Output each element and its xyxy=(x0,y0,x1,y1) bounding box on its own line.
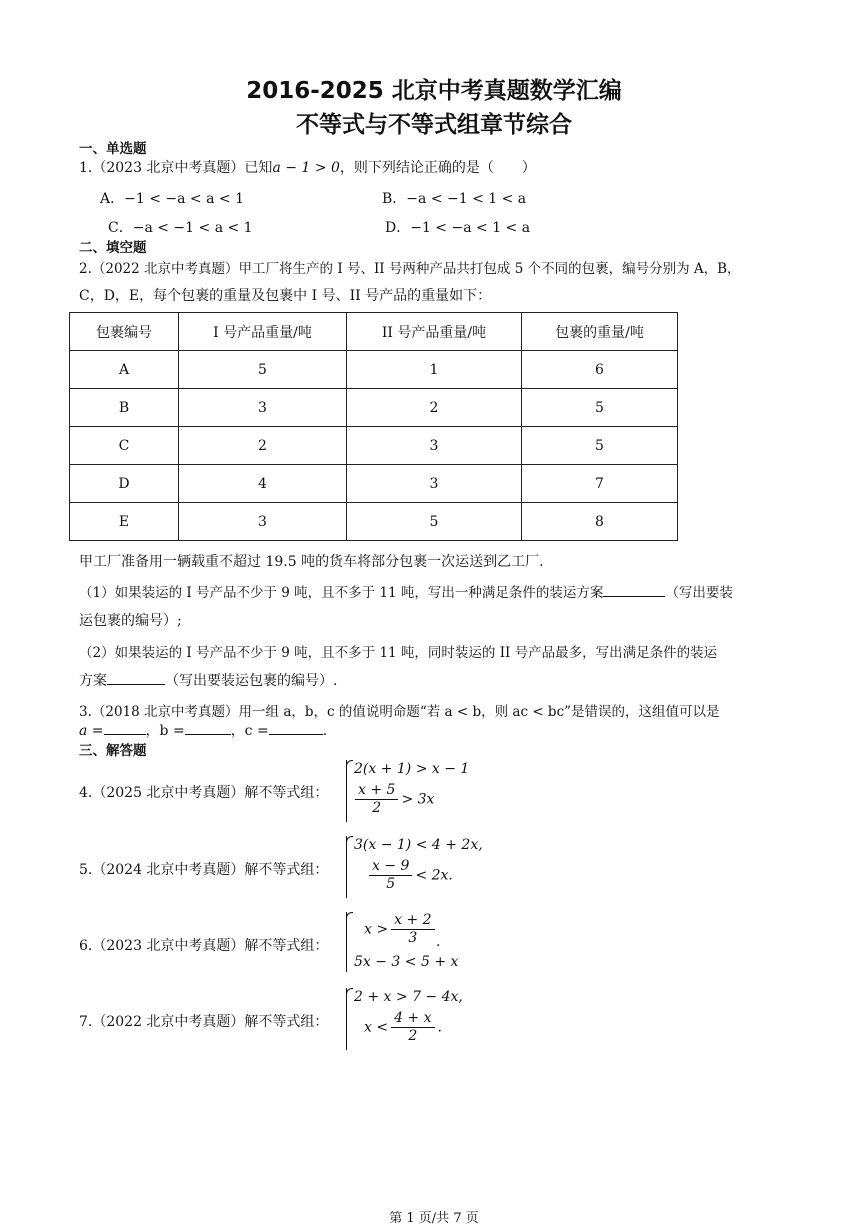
q1-stem xyxy=(79,157,536,177)
table-cell: B xyxy=(70,389,179,427)
brace xyxy=(346,988,354,1050)
q6-end: . xyxy=(436,934,441,950)
q3-b-label: ，b = xyxy=(145,723,185,739)
q1-condition: a − 1 > 0 xyxy=(272,160,340,176)
q7-eq1: 2 + x > 7 − 4x, xyxy=(354,989,463,1005)
page-footer: 第 1 页/共 7 页 xyxy=(389,1211,479,1226)
q4-system xyxy=(346,760,470,822)
q2-part1-line1 xyxy=(79,581,733,601)
section-fill-blank: 二、填空题 xyxy=(79,240,147,256)
q5-eq2 xyxy=(366,858,453,893)
table-cell: 5 xyxy=(522,389,678,427)
q5-rhs: < 2x. xyxy=(415,867,453,884)
table-cell: 6 xyxy=(522,351,678,389)
q7-lhs: x < xyxy=(364,1019,389,1036)
q2-line1: 2.（2022 北京中考真题）甲工厂将生产的 I 号、II 号两种产品共打包成 5 个不同的包裹，编号分别为 A，B， xyxy=(79,261,741,277)
q5-system xyxy=(346,836,483,898)
q1-option-b: B．−a < −1 < 1 < a xyxy=(382,191,527,207)
fraction xyxy=(369,858,412,893)
table-cell: 3 xyxy=(179,503,347,541)
q2-after-table: 甲工厂准备用一辆载重不超过 19.5 吨的货车将部分包裹一次运送到乙工厂. xyxy=(79,554,544,570)
q6-lhs: x > xyxy=(364,921,389,938)
answer-blank[interactable] xyxy=(603,582,665,597)
table-header: II 号产品重量/吨 xyxy=(347,313,522,351)
numerator: 4 + x xyxy=(391,1010,434,1028)
answer-blank-b[interactable] xyxy=(185,720,231,735)
table-cell: C xyxy=(70,427,179,465)
package-table xyxy=(69,312,678,541)
denominator: 2 xyxy=(372,800,382,816)
q4-rhs: > 3x xyxy=(401,791,435,808)
fraction xyxy=(391,1010,434,1045)
q6-system xyxy=(346,912,459,972)
table-header: 包裹编号 xyxy=(70,313,179,351)
table-row xyxy=(70,351,678,389)
table-cell: 4 xyxy=(179,465,347,503)
q2-part1-tail: （写出要装 xyxy=(665,585,733,601)
denominator: 3 xyxy=(408,930,418,946)
q2-part2-tail: （写出要装运包裹的编号）. xyxy=(165,673,338,689)
answer-blank[interactable] xyxy=(107,670,165,685)
table-cell: 5 xyxy=(522,427,678,465)
q7-system xyxy=(346,988,463,1050)
q2-line2: C，D，E，每个包裹的重量及包裹中 I 号、II 号产品的重量如下： xyxy=(79,288,492,304)
table-cell: 7 xyxy=(522,465,678,503)
q7-end: . xyxy=(437,1019,442,1036)
q3-line2 xyxy=(79,720,327,740)
q5-label: 5.（2024 北京中考真题）解不等式组： xyxy=(79,862,329,878)
numerator: x + 2 xyxy=(391,912,434,930)
numerator: x + 5 xyxy=(355,782,398,800)
table-header: I 号产品重量/吨 xyxy=(179,313,347,351)
q2-part2-line2 xyxy=(79,670,337,690)
denominator: 2 xyxy=(408,1028,418,1044)
q2-part2-line1: （2）如果装运的 I 号产品不少于 9 吨，且不多于 11 吨，同时装运的 II 号产品最多，写出满足条件的装运 xyxy=(79,645,718,661)
numerator: x − 9 xyxy=(369,858,412,876)
q4-eq2 xyxy=(352,782,434,817)
table-cell: 8 xyxy=(522,503,678,541)
table-cell: E xyxy=(70,503,179,541)
q7-eq2 xyxy=(364,1010,442,1045)
table-row xyxy=(70,465,678,503)
q3-end: . xyxy=(322,723,328,739)
q1-suffix: ，则下列结论正确的是（ ） xyxy=(339,160,536,176)
table-cell: 5 xyxy=(179,351,347,389)
section-single-choice: 一、单选题 xyxy=(79,141,147,157)
table-cell: A xyxy=(70,351,179,389)
q3-line1: 3.（2018 北京中考真题）用一组 a，b，c 的值说明命题“若 a < b，则 ac < bc”是错误的，这组值可以是 xyxy=(79,704,720,720)
fraction xyxy=(391,912,434,947)
table-cell: 3 xyxy=(347,427,522,465)
q1-option-d: D．−1 < −a < 1 < a xyxy=(385,220,531,236)
q1-option-c: C．−a < −1 < a < 1 xyxy=(108,220,253,236)
answer-blank-c[interactable] xyxy=(269,720,323,735)
doc-title-line1: 2016-2025 北京中考真题数学汇编 xyxy=(246,78,622,104)
q7-label: 7.（2022 北京中考真题）解不等式组： xyxy=(79,1014,329,1030)
q2-part1-text: （1）如果装运的 I 号产品不少于 9 吨，且不多于 11 吨，写出一种满足条件的装运方案 xyxy=(79,585,604,601)
q2-part2-head: 方案 xyxy=(79,673,107,689)
q6-eq2: 5x − 3 < 5 + x xyxy=(354,954,459,970)
q3-a-label: a = xyxy=(79,723,104,739)
table-cell: D xyxy=(70,465,179,503)
table-header: 包裹的重量/吨 xyxy=(522,313,678,351)
brace xyxy=(346,836,354,898)
q6-label: 6.（2023 北京中考真题）解不等式组： xyxy=(79,938,329,954)
denominator: 5 xyxy=(386,876,396,892)
table-cell: 1 xyxy=(347,351,522,389)
table-row xyxy=(70,503,678,541)
table-cell: 5 xyxy=(347,503,522,541)
section-solve: 三、解答题 xyxy=(79,743,147,759)
q1-option-a: A．−1 < −a < a < 1 xyxy=(100,191,244,207)
table-cell: 3 xyxy=(347,465,522,503)
q4-eq1: 2(x + 1) > x − 1 xyxy=(354,761,470,777)
answer-blank-a[interactable] xyxy=(104,720,146,735)
fraction xyxy=(355,782,398,817)
q3-c-label: ，c = xyxy=(230,723,269,739)
table-cell: 2 xyxy=(179,427,347,465)
table-row xyxy=(70,427,678,465)
table-header-row xyxy=(70,313,678,351)
q2-part1-line2: 运包裹的编号）; xyxy=(79,613,182,629)
table-cell: 3 xyxy=(179,389,347,427)
doc-title-line2: 不等式与不等式组章节综合 xyxy=(296,112,572,138)
table-row xyxy=(70,389,678,427)
q4-label: 4.（2025 北京中考真题）解不等式组： xyxy=(79,785,329,801)
q6-eq1 xyxy=(364,912,438,947)
q5-eq1: 3(x − 1) < 4 + 2x, xyxy=(354,837,483,853)
brace xyxy=(346,912,354,972)
table-cell: 2 xyxy=(347,389,522,427)
q1-prefix: 1.（2023 北京中考真题）已知 xyxy=(79,160,273,176)
